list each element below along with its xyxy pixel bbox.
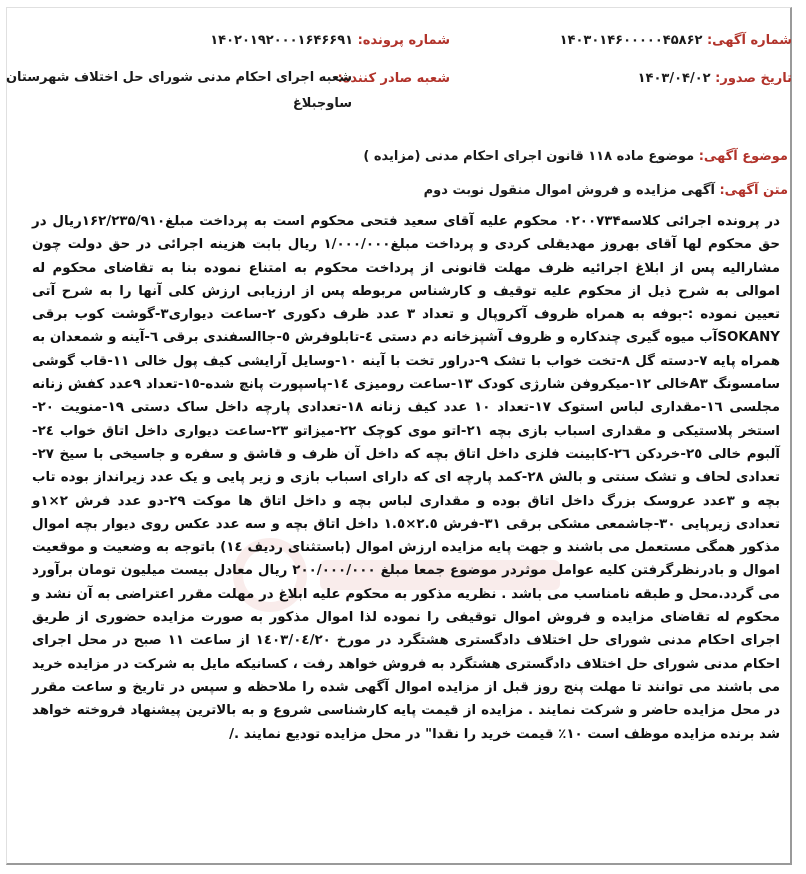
subject-label: موضوع آگهی: bbox=[698, 149, 788, 164]
subject-value: موضوع ماده ۱۱۸ قانون اجرای احکام مدنی (مزایده ) bbox=[363, 149, 695, 164]
notice-number-row bbox=[560, 33, 792, 48]
subject-row bbox=[363, 149, 788, 164]
case-number-row bbox=[210, 33, 450, 48]
issuer-label: شعبه صادر کننده: bbox=[337, 71, 450, 86]
issue-date: ۱۴۰۳/۰۴/۰۲ bbox=[637, 71, 711, 86]
notice-number: ۱۴۰۳۰۱۴۶۰۰۰۰۰۴۵۸۶۲ bbox=[559, 33, 703, 48]
case-number-label: شماره پرونده: bbox=[357, 33, 450, 48]
issuer-line-2: ساوجبلاغ bbox=[292, 96, 352, 111]
issue-date-row bbox=[638, 71, 792, 86]
text-header-value: آگهی مزایده و فروش اموال منقول نوبت دوم bbox=[423, 183, 715, 198]
notice-body: در پرونده اجرائی کلاسه۰۲۰۰۷۳۴ محکوم علیه آقای سعید فتحی محکوم است به پرداخت مبلغ۱۶۲/۲۳۵/۹۱۰ریال در حق محکوم لها آقای بهروز مهدیقلی کردی و پرداخت مبلغ۱/۰۰۰/۰۰۰ ریال بابت هزینه اجرائی در حق دولت چون مشارالیه پس از ابلاغ اجرائیه ظرف مهلت قانونی از پرداخت محکوم به امتناع نموده بنا به تقاضای محکوم له اموالی به شرح ذیل از محکوم علیه توقیف و کارشناس مربوطه پس از ارزیابی ارزش کلی آنها را به شرح آتی تعیین نموده :-بوفه به همراه ظروف آکروپال و تعداد ۳ عدد ظرف دکوری ۲-ساعت دیواری۳-گوشت کوب برقی SOKANYآب میوه گیری چندکاره و ظروف آشپزخانه دم دستی ٤-تابلوفرش ٥-جاالسفندی برقی ٦-آینه و شمعدان به همراه پایه ۷-دسته گل ۸-تخت خواب با تشک ۹-دراور تخت با آینه ۱۰-وسایل آرایشی کیف پول خالی ۱۱-قاب گوشی سامسونگ A۳خالی ۱۲-میکروفن شارژی کودک ۱۳-ساعت رومیزی ۱٤-پاسپورت پانچ شده-۱٥-تعداد ۹عدد کفش زنانه مجلسی ۱٦-مقداری لباس استوک ۱۷-تعداد ۱۰ عدد کیف زنانه ۱۸-تعدادی پارچه داخل ساک دستی ۱۹-منویت ۲۰-استخر پلاستیکی و مقداری اسباب بازی بچه ۲۱-اتو موی کوچک ۲۲-میزاتو ۲۳-ساعت دیواری داخل اتاق خواب ۲٤-آلبوم خالی ۲٥-خردکن ۲٦-کابینت فلزی داخل اتاق بچه که داخل آن ظرف و قاشق و سفره و جاسیخی با سیخ ۲۷-تعدادی لحاف و تشک سنتی و بالش ۲۸-کمد پارچه ای که دارای اسباب بازی و زیر پایی و یک عدد زیرانداز بوده تاب بچه و ۳عدد عروسک بزرگ داخل اتاق بوده و مقداری لباس بچه و داخل اتاق ها موکت ۲۹-دو عدد فرش ۲×۱و تعدادی زیرپایی ۳۰-جاشمعی مشکی برقی ۳۱-فرش ۲.٥×۱.٥ داخل اتاق بچه و سه عدد عکس روی دیوار بچه اموال مذکور همگی مستعمل می باشند و جهت پایه مزایده ارزش اموال (باستثنای ردیف ۱٤) باتوجه به وضعیت و موقعیت اموال و بادرنظرگرفتن کلیه عوامل موثردر موضوع جمعا مبلغ ۲۰۰/۰۰۰/۰۰۰ ریال معادل بیست میلیون تومان برآورد می گردد.محل و طبقه نامناسب می باشد . نظریه مذکور به محکوم علیه ابلاغ در مهلت مقرر اعتراضی به آن نشد و محکوم له تقاضای مزایده و فروش اموال توقیفی را نموده لذا اموال مذکور به صورت مزایده حضوری از طریق اجرای احکام مدنی شورای حل اختلاف دادگستری هشتگرد در مورخ ۱٤۰۳/۰٤/۲۰ از ساعت ۱۱ صبح در محل اجرای احکام مدنی شورای حل اختلاف دادگستری هشتگرد به فروش خواهد رفت ، کسانیکه مایل به شرکت در مزایده خرید می باشند می توانند تا مهلت پنج روز قبل از مزایده اموال آگهی شده را ملاحظه و سپس در تاریخ و ساعت مقرر در محل مزایده حاضر و شرکت نمایند . مزایده از قیمت پایه کارشناسی شروع و به بالاترین پیشنهاد فروخته خواهد شد برنده مزایده موظف است ۱۰٪ قیمت خرید را نقدا" در محل مزایده تودیع نمایند ./ bbox=[32, 214, 781, 742]
issuer-label-row bbox=[337, 71, 450, 86]
issuer-line-1: شعبه اجرای احکام مدنی شورای حل اختلاف شهرستان bbox=[5, 70, 352, 85]
case-number: ۱۴۰۲۰۱۹۲۰۰۰۱۶۴۶۶۹۱ bbox=[210, 33, 354, 48]
text-header-row bbox=[424, 183, 788, 198]
text-header-label: متن آگهی: bbox=[719, 183, 788, 198]
issue-date-label: تاریخ صدور: bbox=[715, 71, 792, 86]
notice-number-label: شماره آگهی: bbox=[706, 33, 792, 48]
